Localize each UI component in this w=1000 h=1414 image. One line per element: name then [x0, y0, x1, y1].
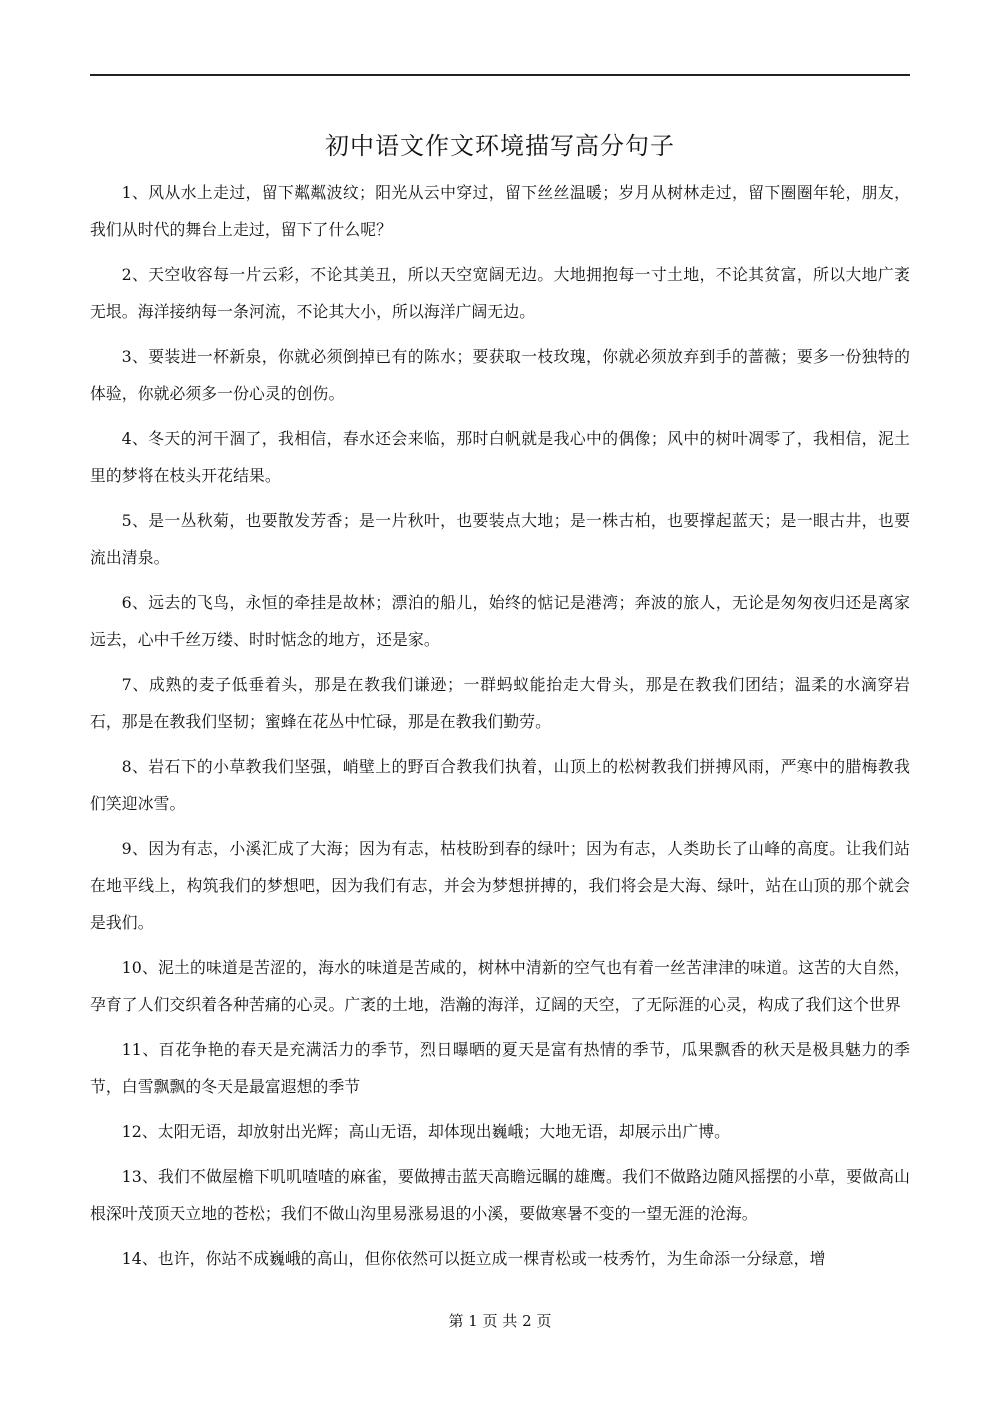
paragraph: 11、百花争艳的春天是充满活力的季节，烈日曝晒的夏天是富有热情的季节，瓜果飘香的秋天是极具魅力的季节，白雪飘飘的冬天是最富遐想的季节: [90, 1040, 910, 1096]
paragraph: 6、远去的飞鸟，永恒的牵挂是故林；漂泊的船儿，始终的惦记是港湾；奔波的旅人，无论是匆匆夜归还是离家远去，心中千丝万缕、时时惦念的地方，还是家。: [90, 593, 910, 649]
paragraph: 13、我们不做屋檐下叽叽喳喳的麻雀，要做搏击蓝天高瞻远瞩的雄鹰。我们不做路边随风摇摆的小草，要做高山根深叶茂顶天立地的苍松；我们不做山沟里易涨易退的小溪，要做寒暑不变的一望无涯的沧海。: [90, 1167, 910, 1223]
page-title: 初中语文作文环境描写高分句子: [325, 132, 675, 160]
document-body: [90, 174, 910, 1285]
paragraph: 4、冬天的河干涸了，我相信，春水还会来临，那时白帆就是我心中的偶像；风中的树叶凋零了，我相信，泥土里的梦将在枝头开花结果。: [90, 429, 910, 485]
page-footer: 第 1 页 共 2 页: [448, 1312, 552, 1330]
paragraph: 8、岩石下的小草教我们坚强，峭壁上的野百合教我们执着，山顶上的松树教我们拼搏风雨，严寒中的腊梅教我们笑迎冰雪。: [90, 757, 910, 813]
paragraph: 2、天空收容每一片云彩，不论其美丑，所以天空宽阔无边。大地拥抱每一寸土地，不论其贫富，所以大地广袤无垠。海洋接纳每一条河流，不论其大小，所以海洋广阔无边。: [90, 265, 910, 321]
paragraph: 1、风从水上走过，留下粼粼波纹；阳光从云中穿过，留下丝丝温暖；岁月从树林走过，留下圈圈年轮，朋友，我们从时代的舞台上走过，留下了什么呢？: [90, 183, 910, 239]
paragraph: 7、成熟的麦子低垂着头，那是在教我们谦逊；一群蚂蚁能抬走大骨头，那是在教我们团结；温柔的水滴穿岩石，那是在教我们坚韧；蜜蜂在花丛中忙碌，那是在教我们勤劳。: [90, 675, 910, 731]
paragraph: 10、泥土的味道是苦涩的，海水的味道是苦咸的，树林中清新的空气也有着一丝苦津津的味道。这苦的大自然，孕育了人们交织着各种苦痛的心灵。广袤的土地，浩瀚的海洋，辽阔的天空，了无际涯的心灵，构成了我们这个世界: [90, 958, 910, 1014]
header-rule: [90, 74, 910, 76]
paragraph: 5、是一丛秋菊，也要散发芳香；是一片秋叶，也要装点大地；是一株古柏，也要撑起蓝天；是一眼古井，也要流出清泉。: [90, 511, 910, 567]
paragraph: 9、因为有志，小溪汇成了大海；因为有志，枯枝盼到春的绿叶；因为有志，人类助长了山峰的高度。让我们站在地平线上，构筑我们的梦想吧，因为我们有志，并会为梦想拼搏的，我们将会是大海、绿叶，站在山顶的那个就会是我们。: [90, 839, 910, 932]
paragraph: 3、要装进一杯新泉，你就必须倒掉已有的陈水；要获取一枝玫瑰，你就必须放弃到手的蔷薇；要多一份独特的体验，你就必须多一份心灵的创伤。: [90, 347, 910, 403]
paragraph: 12、太阳无语，却放射出光辉；高山无语，却体现出巍峨；大地无语，却展示出广博。: [121, 1122, 731, 1141]
paragraph: 14、也许，你站不成巍峨的高山，但你依然可以挺立成一棵青松或一枝秀竹，为生命添一分绿意，增: [121, 1249, 826, 1268]
